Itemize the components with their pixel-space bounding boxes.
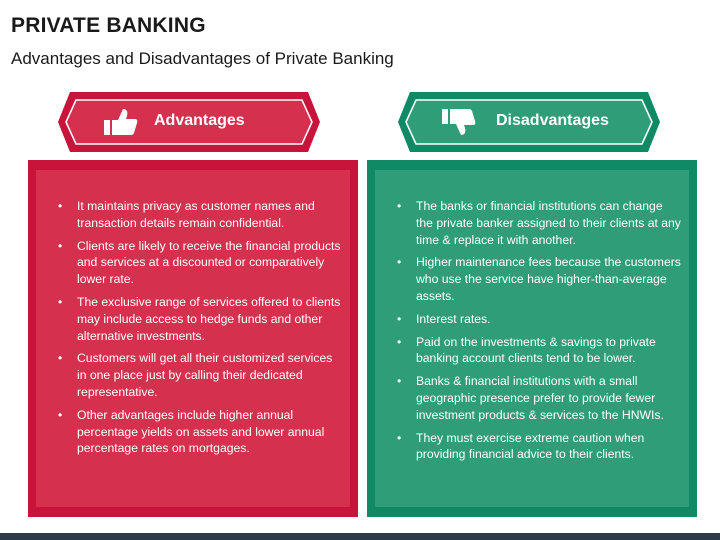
disadvantages-label: Disadvantages: [496, 112, 609, 129]
disadvantage-item: • Interest rates.: [389, 311, 681, 328]
disadvantages-banner: [398, 92, 660, 152]
bottom-bar: [0, 533, 720, 540]
page-title: PRIVATE BANKING: [11, 14, 206, 37]
advantages-label: Advantages: [154, 112, 245, 129]
advantages-panel: [28, 160, 358, 517]
advantages-panel-inner: [36, 170, 350, 507]
disadvantage-item: • Higher maintenance fees because the customers who use the service have higher-than-average assets.: [389, 254, 681, 304]
disadvantages-panel-inner: [375, 170, 689, 507]
advantage-item: • The exclusive range of services offered to clients may include access to hedge funds and other alternative investments.: [50, 294, 342, 344]
advantages-list: [50, 198, 342, 463]
advantages-banner: [58, 92, 320, 152]
disadvantage-item: • Paid on the investments & savings to private banking account clients tend to be lower.: [389, 334, 681, 368]
page-subtitle: Advantages and Disadvantages of Private Banking: [11, 49, 394, 68]
advantage-item: • Customers will get all their customized services in one place just by calling their dedicated representative.: [50, 350, 342, 400]
disadvantages-list: [389, 198, 681, 469]
disadvantages-panel: [367, 160, 697, 517]
advantage-item: • Clients are likely to receive the financial products and services at a discounted or comparatively lower rate.: [50, 238, 342, 288]
advantage-item: • It maintains privacy as customer names and transaction details remain confidential.: [50, 198, 342, 232]
disadvantage-item: • Banks & financial institutions with a small geographic presence prefer to provide fewer investment products & services to the HNWIs.: [389, 373, 681, 423]
disadvantage-item: • They must exercise extreme caution when providing financial advice to their clients.: [389, 430, 681, 464]
disadvantage-item: • The banks or financial institutions can change the private banker assigned to their clients at any time & replace it with another.: [389, 198, 681, 248]
advantage-item: • Other advantages include higher annual percentage yields on assets and lower annual percentage rates on mortgages.: [50, 407, 342, 457]
